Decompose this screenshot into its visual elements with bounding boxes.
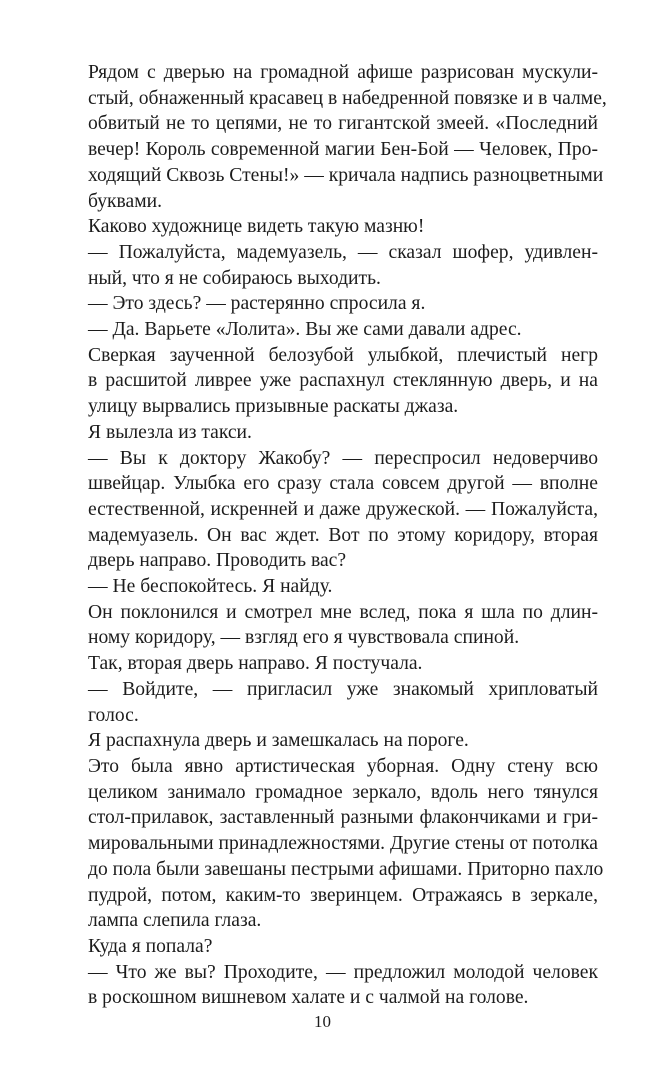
text-line: Каково художнице видеть такую мазню! xyxy=(88,216,425,238)
text-line: в роскошном вишневом халате и с чалмой на голове. xyxy=(88,987,529,1009)
paragraph-14 xyxy=(58,754,604,934)
text-line: ному коридору, — взгляд его я чувствовала спиной. xyxy=(88,627,520,649)
paragraph-9 xyxy=(58,574,598,600)
text-line: — Что же вы? Проходите, — предложил молодой человек xyxy=(88,961,598,983)
paragraph-3 xyxy=(58,240,598,291)
text-line: — Вы к доктору Жакобу? — переспросил недоверчиво xyxy=(88,447,598,469)
text-line: Куда я попала? xyxy=(88,935,213,957)
text-line: вечер! Король современной магии Бен-Бой — Человек, Про- xyxy=(88,139,598,161)
text-line: — Не беспокойтесь. Я найду. xyxy=(88,576,333,598)
paragraph-11 xyxy=(58,651,598,677)
text-line: Я вылезла из такси. xyxy=(88,421,252,443)
text-line: ходящий Сквозь Стены!» — кричала надпись разноцветными xyxy=(88,164,604,186)
text-line: голос. xyxy=(88,704,139,726)
text-line: швейцар. Улыбка его сразу стала совсем другой — вполне xyxy=(88,473,598,495)
text-line: буквами. xyxy=(88,190,163,212)
paragraph-2 xyxy=(58,214,598,240)
text-line: дверь направо. Проводить вас? xyxy=(88,550,347,572)
text-line: улицу вырвались призывные раскаты джаза. xyxy=(88,396,459,418)
text-line: — Это здесь? — растерянно спросила я. xyxy=(88,293,426,315)
paragraph-12 xyxy=(58,677,598,728)
text-line: Это была явно артистическая уборная. Одну стену всю xyxy=(88,755,598,777)
paragraph-13 xyxy=(58,728,598,754)
text-line: целиком занимало громадное зеркало, вдоль него тянулся xyxy=(88,781,598,803)
text-line: Так, вторая дверь направо. Я постучала. xyxy=(88,653,423,675)
text-line: обвитый не то цепями, не то гигантской змеей. «Последний xyxy=(88,113,598,135)
text-line: естественной, искренней и даже дружеской. — Пожалуйста, xyxy=(88,498,598,520)
text-line: стый, обнаженный красавец в набедренной повязке и в чалме, xyxy=(88,87,607,109)
text-line: ный, что я не собираюсь выходить. xyxy=(88,267,381,289)
text-line: — Да. Варьете «Лолита». Вы же сами давали адрес. xyxy=(88,319,522,341)
paragraph-5 xyxy=(58,317,598,343)
text-line: стол-прилавок, заставленный разными флакончиками и гри- xyxy=(88,807,598,829)
paragraph-4 xyxy=(58,291,598,317)
paragraph-10 xyxy=(58,600,598,651)
paragraph-1 xyxy=(58,60,607,214)
text-line: мадемуазель. Он вас ждет. Вот по этому коридору, вторая xyxy=(88,524,598,546)
text-line: Он поклонился и смотрел мне вслед, пока я шла по длин- xyxy=(88,601,598,623)
text-line: — Войдите, — пригласил уже знакомый хрипловатый xyxy=(88,678,598,700)
text-line: в расшитой ливрее уже распахнул стеклянную дверь, и на xyxy=(88,370,598,392)
paragraph-15 xyxy=(58,934,598,960)
text-line: до пола были завешаны пестрыми афишами. Приторно пахло xyxy=(88,858,604,880)
paragraph-6 xyxy=(58,343,598,420)
text-line: лампа слепила глаза. xyxy=(88,910,262,932)
text-line: пудрой, потом, каким-то зверинцем. Отражаясь в зеркале, xyxy=(88,884,598,906)
text-line: мировальными принадлежностями. Другие стены от потолка xyxy=(88,833,598,855)
page-number: 10 xyxy=(314,1012,331,1031)
paragraph-8 xyxy=(58,446,598,575)
paragraph-7 xyxy=(58,420,598,446)
paragraph-16 xyxy=(58,960,598,1011)
page-body xyxy=(58,60,607,1011)
text-line: Сверкая заученной белозубой улыбкой, плечистый негр xyxy=(88,344,598,366)
text-line: Я распахнула дверь и замешкалась на пороге. xyxy=(88,730,469,752)
text-line: Рядом с дверью на громадной афише разрисован мускули- xyxy=(88,62,598,83)
text-line: — Пожалуйста, мадемуазель, — сказал шофер, удивлен- xyxy=(88,241,598,263)
